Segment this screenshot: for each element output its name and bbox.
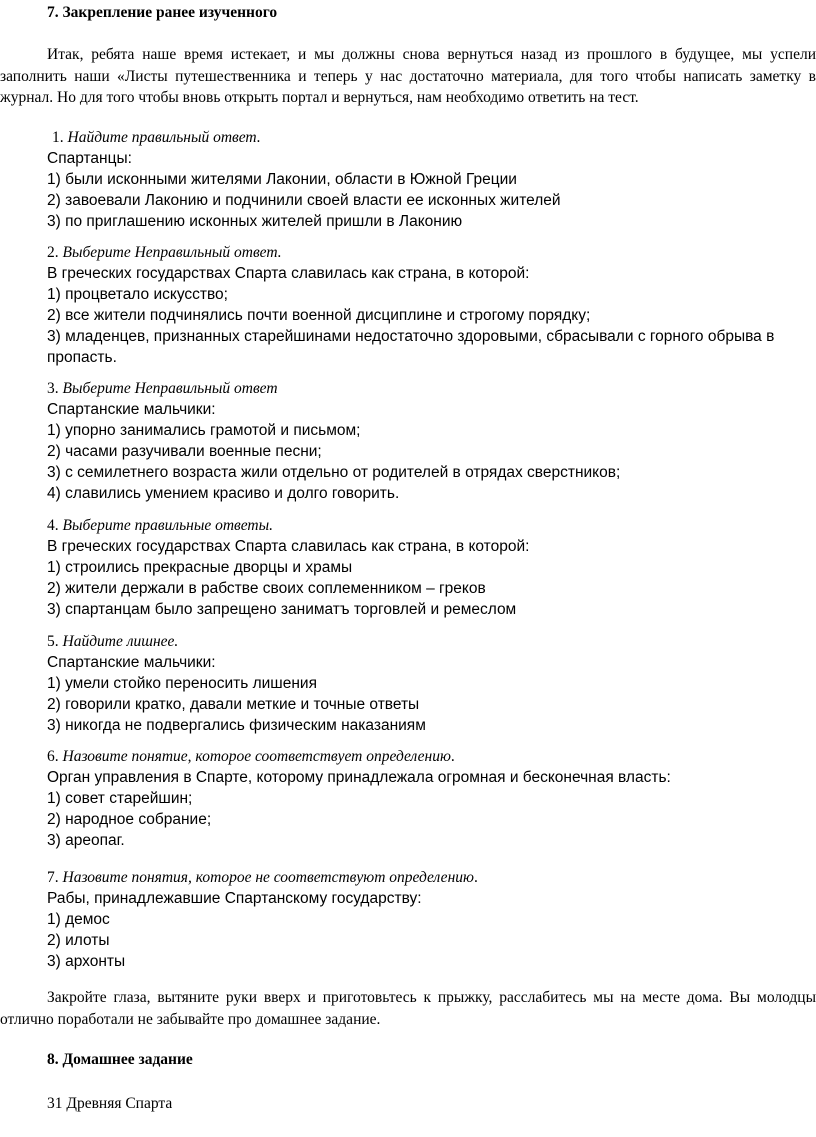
- question-stem: Спартанские мальчики:: [47, 401, 216, 418]
- answer-option: 3) младенцев, признанных старейшинами недостаточно здоровыми, сбрасывали с горного обрыва в пропасть.: [47, 328, 775, 366]
- question-instruction: Найдите правильный ответ.: [67, 129, 261, 146]
- answer-option: 1) процветало искусство;: [47, 286, 228, 303]
- answer-option: 2) говорили кратко, давали меткие и точные ответы: [47, 696, 420, 713]
- answer-option: 2) жители держали в рабстве своих соплеменником – греков: [47, 580, 486, 597]
- question-instruction: Выберите Неправильный ответ: [62, 380, 278, 397]
- question-instruction: Выберите правильные ответы.: [62, 517, 273, 534]
- answer-option: 1) строились прекрасные дворцы и храмы: [47, 559, 353, 576]
- section-7-heading: 7. Закрепление ранее изученного: [47, 4, 278, 21]
- question-instruction-tail: .: [473, 869, 478, 886]
- question-stem: Рабы, принадлежавшие Спартанскому государству:: [47, 890, 422, 907]
- answer-option: 3) по приглашению исконных жителей пришли в Лаконию: [47, 213, 463, 230]
- question-number: 7.: [47, 869, 59, 886]
- question-stem: Спартанцы:: [47, 150, 132, 167]
- question-number: 3.: [47, 380, 59, 397]
- question-3: [47, 378, 807, 504]
- question-6: [47, 746, 807, 851]
- answer-option: 2) народное собрание;: [47, 811, 212, 828]
- answer-option: 3) архонты: [47, 953, 126, 970]
- question-stem: В греческих государствах Спарта славилась как страна, в которой:: [47, 265, 530, 282]
- answer-option: 1) умели стойко переносить лишения: [47, 675, 317, 692]
- question-stem: В греческих государствах Спарта славилась как страна, в которой:: [47, 538, 530, 555]
- question-instruction: Назовите понятие, которое соответствует определению: [62, 748, 451, 765]
- answer-option: 1) были исконными жителями Лаконии, области в Южной Греции: [47, 171, 517, 188]
- question-stem: Спартанские мальчики:: [47, 654, 216, 671]
- answer-option: 1) демос: [47, 911, 110, 928]
- question-7: [47, 867, 807, 972]
- question-number: 2.: [47, 244, 59, 261]
- question-4: [47, 515, 807, 620]
- answer-option: 1) совет старейшин;: [47, 790, 193, 807]
- homework-text: 31 Древняя Спарта: [47, 1095, 173, 1112]
- answer-option: 3) никогда не подвергались физическим наказаниям: [47, 717, 426, 734]
- closing-paragraph: Закройте глаза, вытяните руки вверх и приготовьтесь к прыжку, расслабитесь мы на месте дома. Вы молодцы отлично поработали не забывайте про домашнее задание.: [0, 989, 816, 1028]
- answer-option: 2) илоты: [47, 932, 110, 949]
- question-number: 6.: [47, 748, 59, 765]
- question-instruction: Найдите лишнее.: [62, 633, 179, 650]
- answer-option: 3) ареопаг.: [47, 832, 125, 849]
- question-number: 5.: [47, 633, 59, 650]
- answer-option: 1) упорно занимались грамотой и письмом;: [47, 422, 361, 439]
- answer-option: 2) завоевали Лаконию и подчинили своей власти ее исконных жителей: [47, 192, 561, 209]
- question-1: [47, 127, 807, 232]
- question-2: [47, 242, 807, 368]
- answer-option: 2) часами разучивали военные песни;: [47, 443, 322, 460]
- question-number: 4.: [47, 517, 59, 534]
- answer-option: 2) все жители подчинялись почти военной дисциплине и строгому порядку;: [47, 307, 591, 324]
- question-number: 1.: [52, 129, 64, 146]
- section-8-heading: 8. Домашнее задание: [47, 1051, 193, 1068]
- answer-option: 4) славились умением красиво и долго говорить.: [47, 485, 400, 502]
- question-instruction-tail: .: [450, 748, 455, 765]
- answer-option: 3) с семилетнего возраста жили отдельно от родителей в отрядах сверстников;: [47, 464, 621, 481]
- answer-option: 3) спартанцам было запрещено заниматъ торговлей и ремеслом: [47, 601, 517, 618]
- question-instruction: Выберите Неправильный ответ.: [62, 244, 282, 261]
- question-instruction: Назовите понятия, которое не соответствуют определению: [62, 869, 474, 886]
- question-5: [47, 631, 807, 736]
- question-stem: Орган управления в Спарте, которому принадлежала огромная и бесконечная власть:: [47, 769, 671, 786]
- section-7-intro: Итак, ребята наше время истекает, и мы должны снова вернуться назад из прошлого в будущее, мы успели заполнить наши «Листы путешественника и теперь у нас достаточно материала, для того чтобы написать заметку в журнал. Но для того чтобы вновь открыть портал и вернуться, нам необходимо ответить на тест.: [0, 46, 816, 106]
